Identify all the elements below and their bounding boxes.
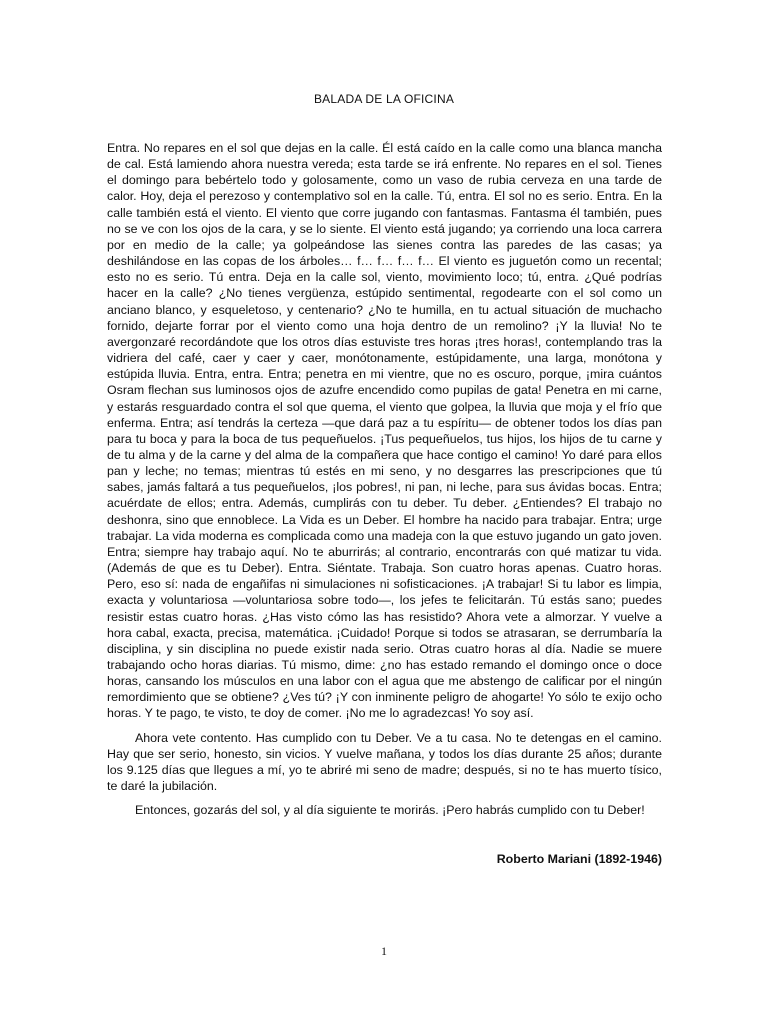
document-body [107,140,662,826]
paragraph-2: Ahora vete contento. Has cumplido con tu Deber. Ve a tu casa. No te detengas en el camino. Hay que ser serio, honesto, sin vicios. Y vuelve mañana, y todos los días durante 25 años; durante los 9.125 días que llegues a mí, yo te abriré mi seno de madre; después, si no te has muerto tísico, te daré la jubilación. [107,730,662,794]
paragraph-1: Entra. No repares en el sol que dejas en la calle. Él está caído en la calle como una blanca mancha de cal. Está lamiendo ahora nuestra vereda; esta tarde se irá enfrente. No repares en el sol. Tienes el domingo para bebértelo todo y golosamente, como un vaso de rubia cerveza en una tarde de calor. Hoy, deja el perezoso y contemplativo sol en la calle. Tú, entra. El sol no es serio. Entra. En la calle también está el viento. El viento que corre jugando con fantasmas. Fantasma él también, pues no se ve con los ojos de la cara, y se lo siente. El viento está jugando; ya corriendo una loca carrera por en medio de la calle; ya golpeándose las sienes contra las paredes de las casas; ya deshilándose en las copas de los árboles… f… f… f… f… El viento es juguetón como un recental; esto no es serio. Tú entra. Deja en la calle sol, viento, movimiento loco; tú, entra. ¿Qué podrías hacer en la calle? ¿No tienes vergüenza, estúpido sentimental, regodearte con el sol como un anciano blanco, y esqueletoso, y centenario? ¿No te humilla, en tu actual situación de muchacho fornido, dejarte forrar por el viento como una hoja dentro de un remolino? ¡Y la lluvia! No te avergonzaré recordándote que los otros días estuviste tres horas ¡tres horas!, contemplando tras la vidriera del café, caer y caer y caer, monótonamente, estúpidamente, una larga, monótona y estúpida lluvia. Entra, entra. Entra; penetra en mi vientre, que no es oscuro, porque, ¡mira cuántos Osram flechan sus luminosos ojos de azufre encendido como pupilas de gata! Penetra en mi carne, y estarás resguardado contra el sol que quema, el viento que golpea, la lluvia que moja y el frío que enferma. Entra; así tendrás la certeza —que dará paz a tu espíritu— de obtener todos los días pan para tu boca y para la boca de tus pequeñuelos. ¡Tus pequeñuelos, tus hijos, los hijos de tu carne y de tu alma y de la carne y del alma de la compañera que hace contigo el camino! Yo daré para ellos pan y leche; no temas; mientras tú estés en mi seno, y no desgarres las prescripciones que tú sabes, jamás faltará a tus pequeñuelos, ¡los pobres!, ni pan, ni leche, para sus ávidas bocas. Entra; acuérdate de ellos; entra. Además, cumplirás con tu deber. Tu deber. ¿Entiendes? El trabajo no deshonra, sino que ennoblece. La Vida es un Deber. El hombre ha nacido para trabajar. Entra; urge trabajar. La vida moderna es complicada como una madeja con la que estuvo jugando un gato joven. Entra; siempre hay trabajo aquí. No te aburrirás; al contrario, encontrarás con qué matizar tu vida. (Además de que es tu Deber). Entra. Siéntate. Trabaja. Son cuatro horas apenas. Cuatro horas. Pero, eso sí: nada de engañifas ni simulaciones ni sofisticaciones. ¡A trabajar! Si tu labor es limpia, exacta y voluntariosa —voluntariosa sobre todo—, los jefes te felicitarán. Tú estás sano; puedes resistir estas cuatro horas. ¿Has visto cómo las has resistido? Ahora vete a almorzar. Y vuelve a hora cabal, exacta, precisa, matemática. ¡Cuidado! Porque si todos se atrasaran, se derrumbaría la disciplina, y sin disciplina no puede existir nada serio. Otras cuatro horas al día. Nadie se muere trabajando ocho horas diarias. Tú mismo, dime: ¿no has estado remando el domingo once o doce horas, cansando los músculos en una labor con el agua que me abstengo de calificar por el ningún remordimiento que se obtiene? ¿Ves tú? ¡Y con inminente peligro de ahogarte! Yo sólo te exijo ocho horas. Y te pago, te visto, te doy de comer. ¡No me lo agradezcas! Yo soy así. [107,141,662,721]
page-title: BALADA DE LA OFICINA [313,92,455,106]
page-number: 1 [381,944,387,958]
author-signature: Roberto Mariani (1892-1946) [496,852,662,866]
paragraph-3: Entonces, gozarás del sol, y al día siguiente te morirás. ¡Pero habrás cumplido con tu Deber! [135,803,645,818]
